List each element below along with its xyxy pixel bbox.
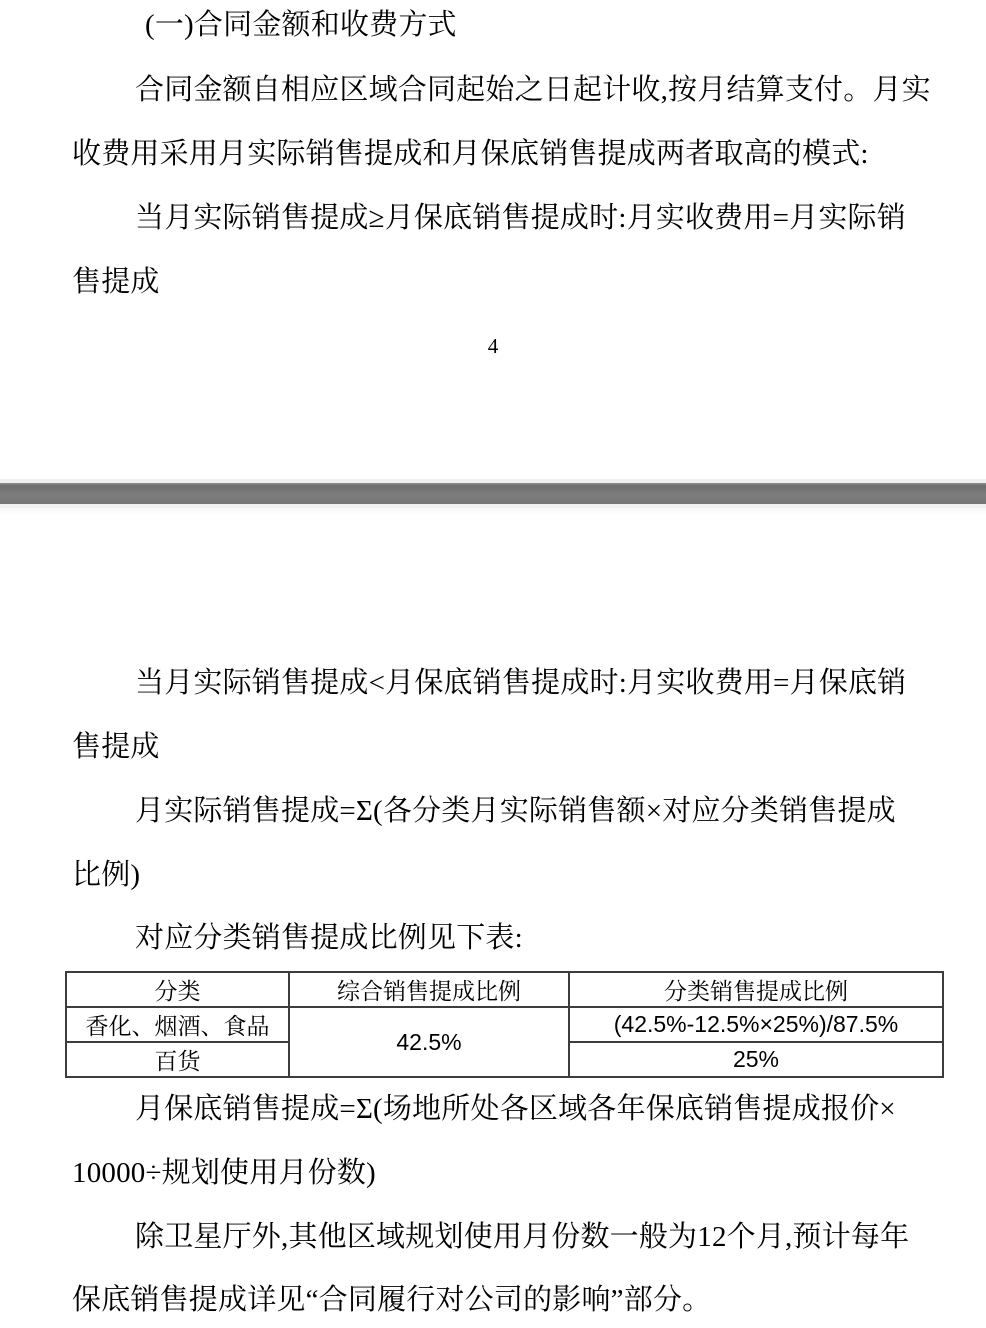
- section-heading: (一)合同金额和收费方式: [145, 9, 457, 41]
- paragraph-line: 除卫星厅外,其他区域规划使用月份数一般为12个月,预计每年: [135, 1221, 910, 1253]
- paragraph-line: 售提成: [72, 731, 160, 763]
- paragraph-line: 月保底销售提成=Σ(场地所处各区域各年保底销售提成报价×: [135, 1093, 896, 1125]
- divider-shadow: [0, 508, 986, 516]
- cell-category-2: 百货: [66, 1042, 289, 1077]
- paragraph-line: 10000÷规划使用月份数): [72, 1157, 376, 1189]
- paragraph-line: 当月实际销售提成≥月保底销售提成时:月实收费用=月实际销: [135, 202, 906, 234]
- table-header-row: [66, 972, 943, 1007]
- paragraph-line: 比例): [72, 859, 141, 891]
- paragraph-line: 对应分类销售提成比例见下表:: [135, 922, 523, 954]
- paragraph-line: 售提成: [72, 266, 160, 298]
- page-2: [0, 516, 986, 1328]
- divider-bar: [0, 483, 986, 504]
- paragraph-line: 收费用采用月实际销售提成和月保底销售提成两者取高的模式:: [72, 138, 869, 170]
- page-1: [0, 0, 986, 479]
- page-break-divider: [0, 479, 986, 516]
- paragraph-line: 保底销售提成详见“合同履行对公司的影响”部分。: [72, 1284, 712, 1316]
- paragraph-line: 月实际销售提成=Σ(各分类月实际销售额×对应分类销售提成: [135, 795, 896, 827]
- header-category: 分类: [66, 972, 289, 1007]
- cell-category-rate-1: (42.5%-12.5%×25%)/87.5%: [569, 1007, 943, 1042]
- paragraph-line: 当月实际销售提成<月保底销售提成时:月实收费用=月保底销: [135, 667, 907, 699]
- header-combined-rate: 综合销售提成比例: [289, 972, 569, 1007]
- commission-rate-table: [65, 971, 944, 1078]
- table-row: [66, 1007, 943, 1042]
- paragraph-line: 合同金额自相应区域合同起始之日起计收,按月结算支付。月实: [135, 74, 931, 106]
- cell-combined-rate: 42.5%: [289, 1007, 569, 1077]
- header-category-rate: 分类销售提成比例: [569, 972, 943, 1007]
- page-number: 4: [487, 334, 499, 358]
- cell-category-rate-2: 25%: [569, 1042, 943, 1077]
- cell-category-1: 香化、烟酒、食品: [66, 1007, 289, 1042]
